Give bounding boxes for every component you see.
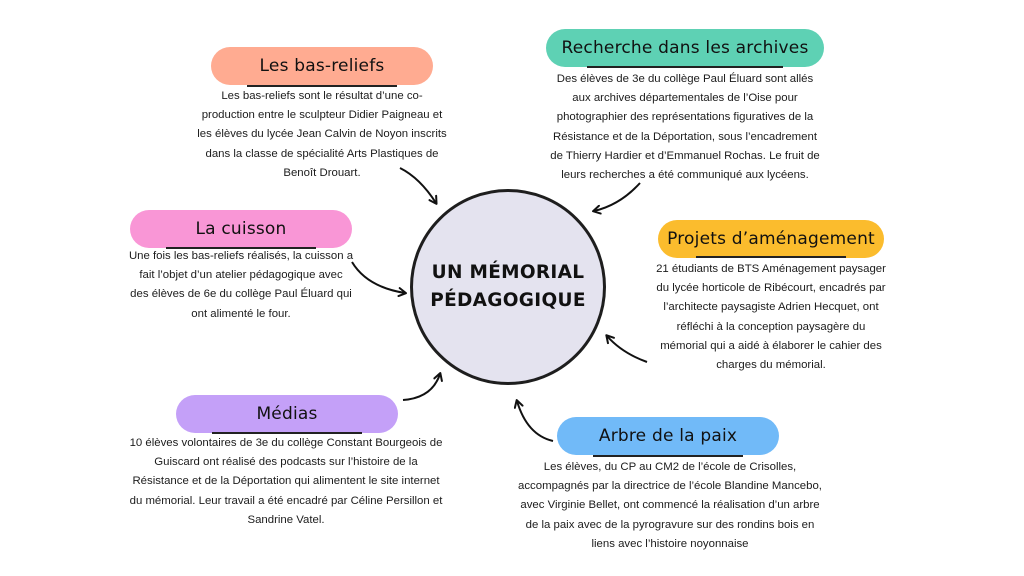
underline-recherche: [587, 66, 783, 68]
text-line: avec Virginie Bellet, ont commencé la réalisation d’un arbre: [520, 499, 820, 512]
pill-cuisson-label: La cuisson: [195, 219, 287, 239]
text-line: Résistance et de la Déportation, sous l’encadrement: [552, 130, 818, 143]
pill-medias: [176, 395, 398, 433]
text-line: photographier des représentations figuratives de la: [556, 111, 814, 124]
pill-arbre: [557, 417, 779, 455]
text-line: accompagnés par la directrice de l’école Blandine Mancebo,: [518, 480, 822, 493]
arrow-arbre: [517, 401, 553, 441]
text-line: Les bas-reliefs sont le résultat d’une co-: [221, 90, 423, 102]
text-bas-reliefs: [182, 87, 462, 183]
text-cuisson: [105, 247, 377, 324]
text-line: dans la classe de spécialité Arts Plastiques de: [205, 147, 439, 160]
pill-medias-label: Médias: [256, 404, 318, 424]
text-line: de la paix avec de la pyrogravure sur des rondins bois en: [525, 518, 815, 531]
text-line: Résistance et de la Déportation qui alimentent le site internet: [132, 475, 440, 488]
text-line: liens avec l’histoire noyonnaise: [591, 537, 749, 550]
text-line: Une fois les bas-reliefs réalisés, la cuisson a: [128, 250, 354, 262]
text-line: 10 élèves volontaires de 3e du collège Constant Bourgeois de: [129, 437, 443, 449]
text-line: fait l’objet d’un atelier pédagogique avec: [139, 269, 343, 282]
text-line: production entre le sculpteur Didier Paigneau et: [201, 109, 443, 122]
underline-projets: [696, 256, 846, 258]
text-line: leurs recherches a été communiqué aux lycéens.: [561, 169, 809, 182]
text-line: de Thierry Hardier et d’Emmanuel Rochas. Le fruit de: [550, 149, 820, 162]
text-line: du mémorial. Leur travail a été encadré par Céline Persillon et: [129, 494, 443, 507]
pill-recherche: [546, 29, 824, 67]
pill-bas-reliefs: [211, 47, 433, 85]
text-line: mémorial qui a aidé à élaborer le cahier des: [660, 339, 882, 352]
text-line: 21 étudiants de BTS Aménagement paysager: [656, 263, 886, 275]
text-line: du lycée horticole de Ribécourt, encadrés par: [656, 282, 886, 295]
text-line: l’architecte paysagiste Adrien Hecquet, ont: [663, 301, 879, 314]
pill-recherche-label: Recherche dans les archives: [561, 38, 809, 58]
pill-projets-label: Projets d’aménagement: [667, 229, 875, 249]
arrow-medias: [403, 374, 440, 400]
text-line: charges du mémorial.: [716, 359, 826, 372]
text-line: Guiscard ont réalisé des podcasts sur l’histoire de la: [154, 456, 418, 469]
text-line: Benoît Drouart.: [283, 166, 361, 179]
pill-arbre-label: Arbre de la paix: [598, 426, 738, 446]
center-title-line2: PÉDAGOGIQUE: [430, 290, 586, 311]
arrow-recherche: [594, 183, 640, 211]
text-line: aux archives départementales de l’Oise pour: [572, 92, 798, 105]
text-projets: [630, 260, 912, 375]
text-line: les élèves du lycée Jean Calvin de Noyon inscrits: [197, 128, 447, 141]
text-line: Des élèves de 3e du collège Paul Éluard sont allés: [556, 73, 814, 85]
text-line: Les élèves, du CP au CM2 de l’école de Crisolles,: [543, 461, 797, 473]
text-line: Sandrine Vatel.: [247, 513, 325, 526]
pill-cuisson: [130, 210, 352, 248]
text-medias: [117, 434, 455, 530]
underline-arbre: [593, 455, 743, 457]
text-arbre: [500, 458, 840, 554]
pill-bas-reliefs-label: Les bas-reliefs: [259, 56, 385, 76]
central-circle: [410, 189, 606, 385]
center-title-line1: UN MÉMORIAL: [431, 262, 585, 283]
pill-projets: [658, 220, 884, 258]
text-recherche: [520, 70, 850, 185]
text-line: des élèves de 6e du collège Paul Éluard qui: [130, 288, 352, 301]
text-line: ont alimenté le four.: [191, 307, 291, 320]
text-line: réfléchi à la conception paysagère du: [676, 320, 866, 333]
